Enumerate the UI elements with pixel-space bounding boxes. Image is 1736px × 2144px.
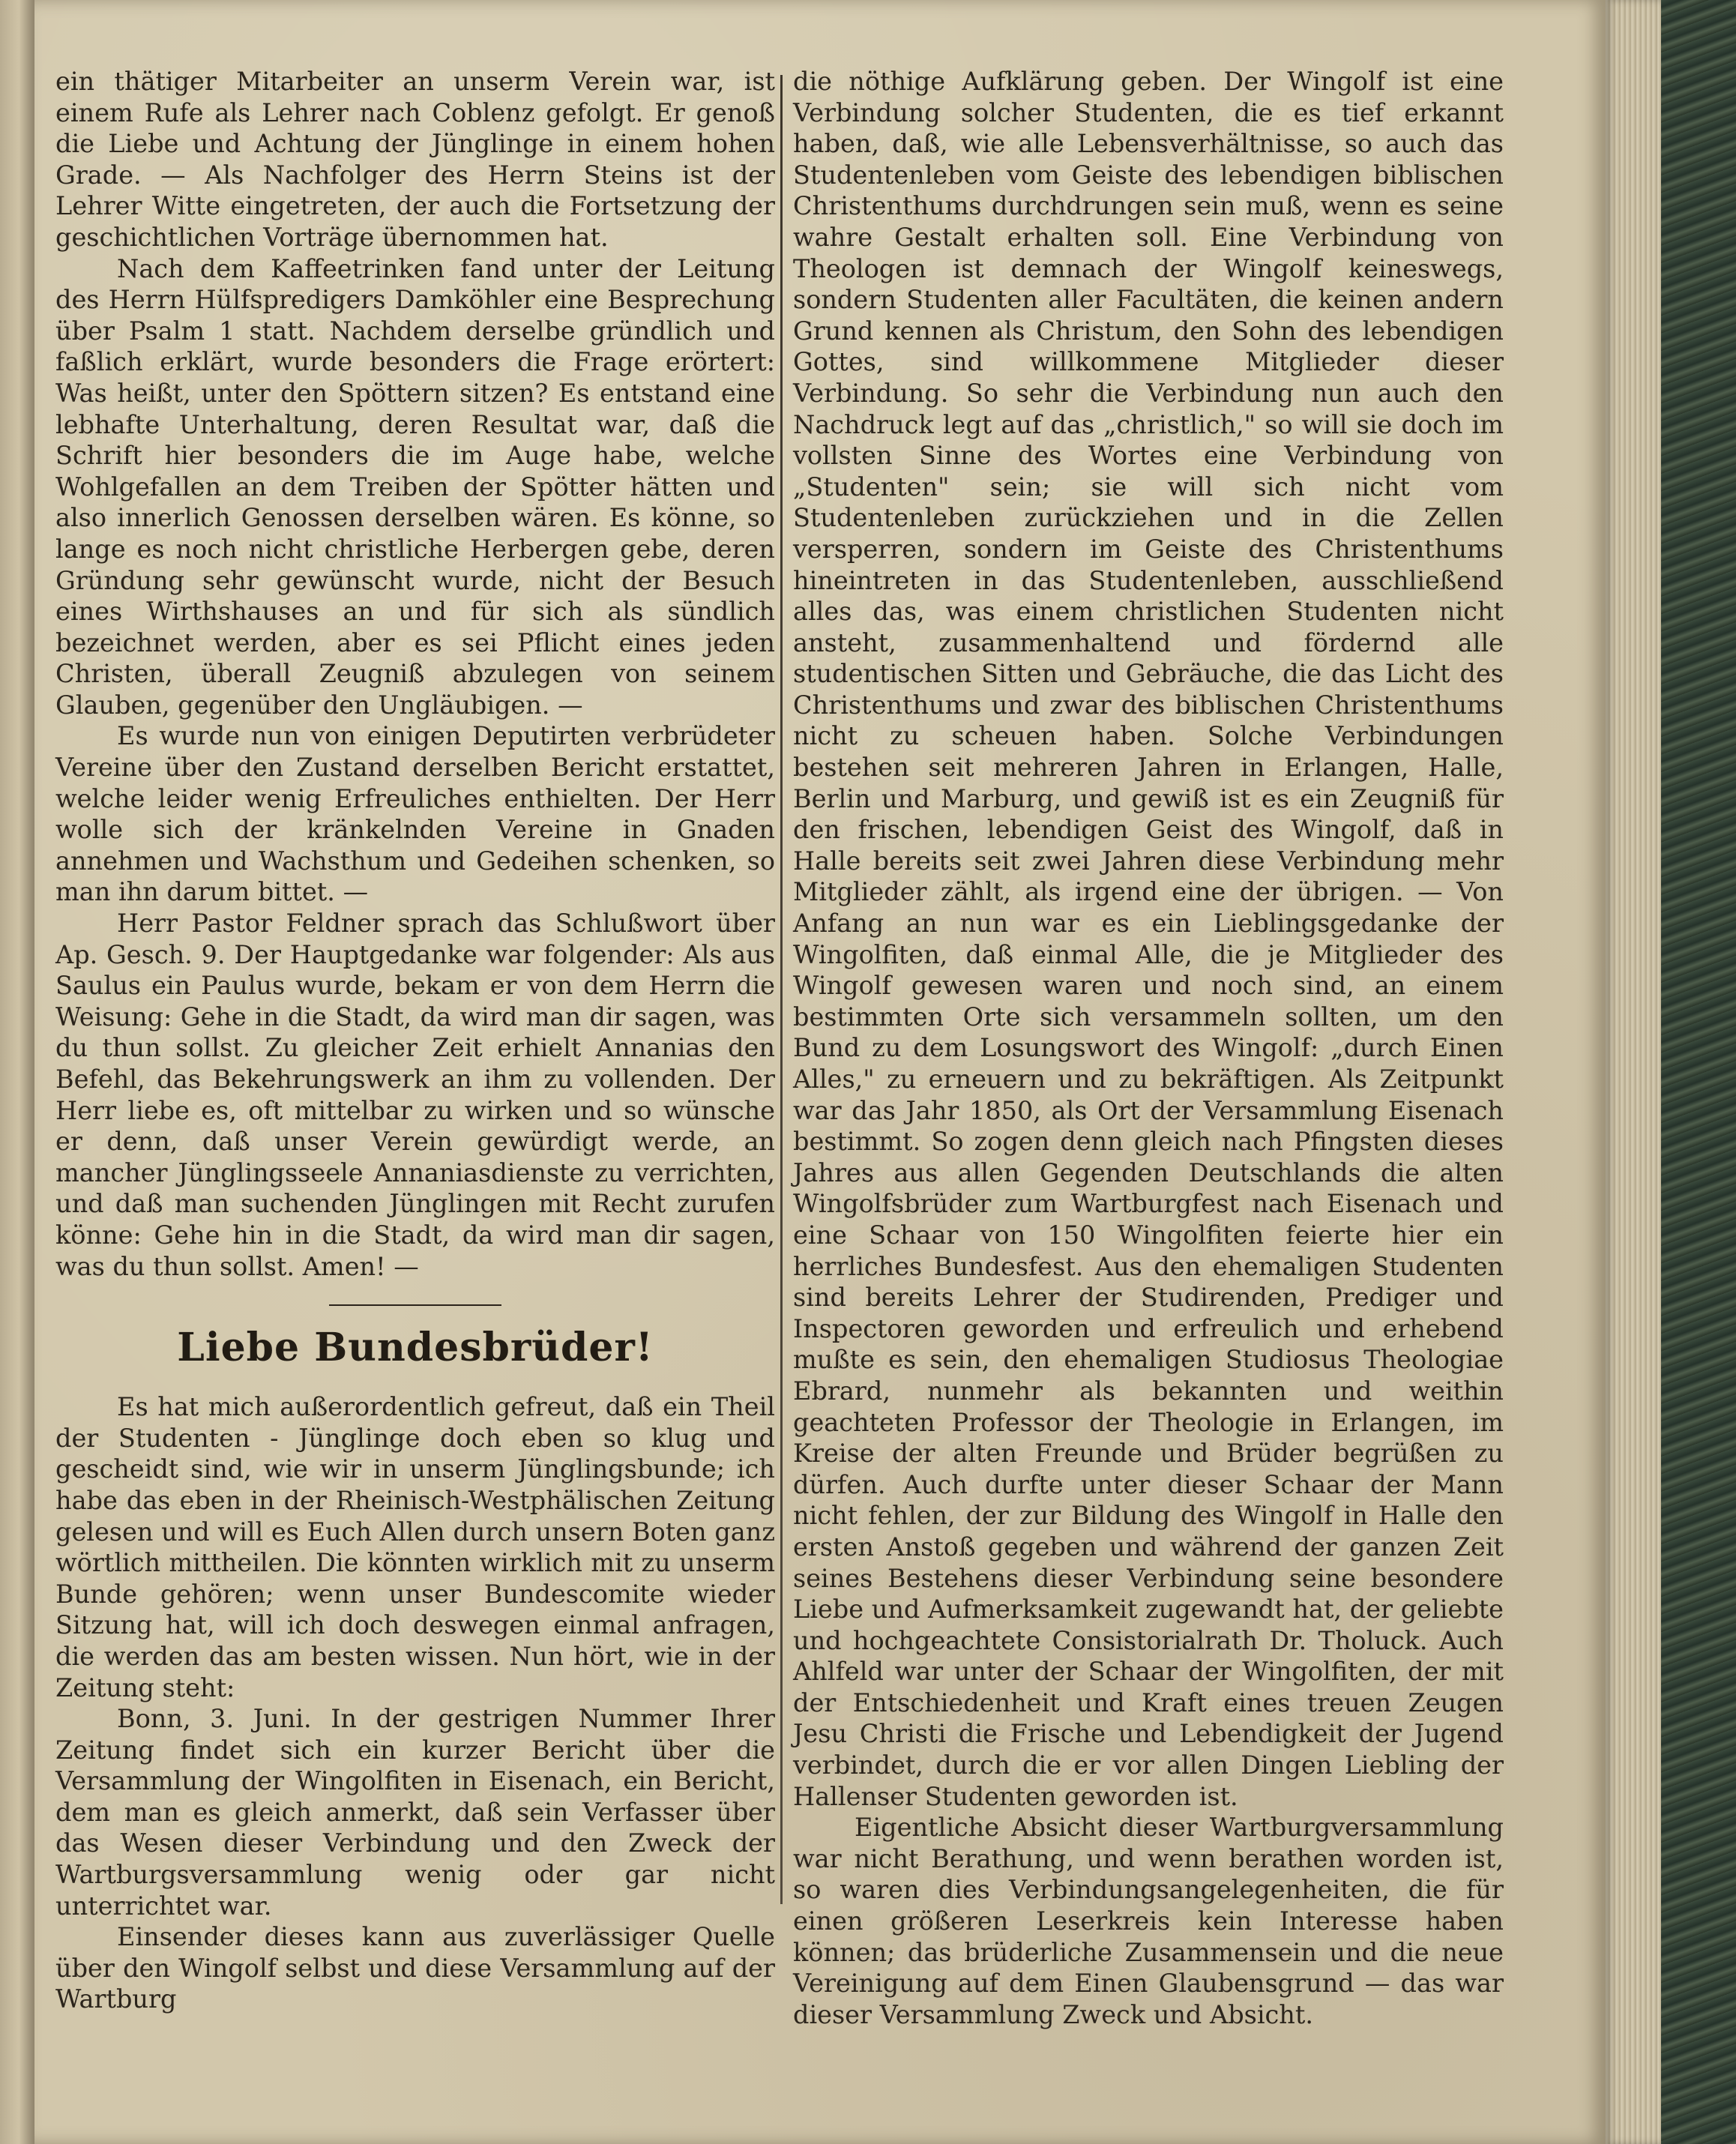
- book-cover-edge: [1661, 0, 1736, 2144]
- column-divider-rule: [780, 75, 783, 1904]
- section-heading: Liebe Bundesbrüder!: [177, 1325, 654, 1371]
- paragraph: die nöthige Aufklärung geben. Der Wingolf ist eine Verbindung solcher Studenten, die es tief erkannt haben, daß, wie alle Lebensverhältnisse, so auch das Studentenleben vom Geiste des lebendigen biblischen Christenthums durchdrungen sein muß, wenn es seine wahre Gestalt erhalten soll. Eine Verbindung von Theologen ist demnach der Wingolf keineswegs, sondern Studenten aller Facultäten, die keinen andern Grund kennen als Christum, den Sohn des lebendigen Gottes, sind willkommene Mitglieder dieser Verbindung. So sehr die Verbindung nun auch den Nachdruck legt auf das „christlich," so will sie doch im vollsten Sinne des Wortes eine Verbindung von „Studenten" sein; sie will sich nicht vom Studentenleben zurückziehen und in die Zellen versperren, sondern im Geiste des Christenthums hineintreten in das Studentenleben, ausschließend alles das, was einem christlichen Studenten nicht ansteht, zusammenhaltend und fördernd alle studentischen Sitten und Gebräuche, die das Licht des Christenthums und zwar des biblischen Christenthums nicht zu scheuen haben. Solche Verbindungen bestehen seit mehreren Jahren in Erlangen, Halle, Berlin und Marburg, und gewiß ist es ein Zeugniß für den frischen, lebendigen Geist des Wingolf, daß in Halle bereits seit zwei Jahren diese Verbindung mehr Mitglieder zählt, als irgend eine der übrigen. — Von Anfang an nun war es ein Lieblingsgedanke der Wingolfiten, daß einmal Alle, die je Mitglieder des Wingolf gewesen waren und noch sind, an einem bestimmten Orte sich versammeln sollten, um den Bund zu dem Losungswort des Wingolf: „durch Einen Alles," zu erneuern und zu bekräftigen. Als Zeitpunkt war das Jahr 1850, als Ort der Versammlung Eisenach bestimmt. So zogen denn gleich nach Pfingsten dieses Jahres aus allen Gegenden Deutschlands die alten Wingolfsbrüder zum Wartburgfest nach Eisenach und eine Schaar von 150 Wingolfiten feierte hier ein herrliches Bundesfest. Aus den ehemaligen Studenten sind bereits Lehrer der Studirenden, Prediger und Inspectoren geworden und erfreulich und erhebend mußte es sein, den ehemaligen Studiosus Theologiae Ebrard, nunmehr als bekannten und weithin geachteten Professor der Theologie in Erlangen, im Kreise der alten Freunde und Brüder begrüßen zu dürfen. Auch durfte unter dieser Schaar der Mann nicht fehlen, der zur Bildung des Wingolf in Halle den ersten Anstoß gegeben und während der ganzen Zeit seines Bestehens dieser Verbindung seine besondere Liebe und Aufmerksamkeit zugewandt hat, der geliebte und hochgeachtete Consistorialrath Dr. Tholuck. Auch Ahlfeld war unter der Schaar der Wingolfiten, der mit der Entschiedenheit und Kraft eines treuen Zeugen Jesu Christi die Frische und Lebendigkeit der Jugend verbindet, durch die er vor allen Dingen Liebling der Hallenser Studenten geworden ist.: [793, 67, 1504, 1811]
- previous-page-edge: [0, 0, 34, 2144]
- paragraph: ein thätiger Mitarbeiter an unserm Verein war, ist einem Rufe als Lehrer nach Coblenz gefolgt. Er genoß die Liebe und Achtung der Jünglinge in einem hohen Grade. — Als Nachfolger des Herrn Steins ist der Lehrer Witte eingetreten, der auch die Fortsetzung der geschichtlichen Vorträge übernommen hat.: [55, 67, 775, 252]
- paragraph: Es hat mich außerordentlich gefreut, daß ein Theil der Studenten - Jünglinge doch eben so klug und gescheidt sind, wie wir in unserm Jünglingsbunde; ich habe das eben in der Rheinisch-Westphälischen Zeitung gelesen und will es Euch Allen durch unsern Boten ganz wörtlich mittheilen. Die könnten wirklich mit zu unserm Bunde gehören; wenn unser Bundescomite wieder Sitzung hat, will ich doch deswegen einmal anfragen, die werden das am besten wissen. Nun hört, wie in der Zeitung steht:: [55, 1392, 775, 1702]
- paragraph: Nach dem Kaffeetrinken fand unter der Leitung des Herrn Hülfspredigers Damköhler eine Besprechung über Psalm 1 statt. Nachdem derselbe gründlich und faßlich erklärt, wurde besonders die Frage erörtert: Was heißt, unter den Spöttern sitzen? Es entstand eine lebhafte Unterhaltung, deren Resultat war, daß die Schrift hier besonders die im Auge habe, welche Wohlgefallen an dem Treiben der Spötter hätten und also innerlich Genossen derselben wären. Es könne, so lange es noch nicht christliche Herbergen gebe, deren Gründung sehr gewünscht wurde, nicht der Besuch eines Wirthshauses an und für sich als sündlich bezeichnet werden, aber es sei Pflicht eines jeden Christen, überall Zeugniß abzulegen von seinem Glauben, gegenüber den Ungläubigen. —: [55, 253, 775, 720]
- paragraph: Eigentliche Absicht dieser Wartburgversammlung war nicht Berathung, und wenn berathen worden ist, so waren dies Verbindungsangelegenheiten, die für einen größeren Leserkreis kein Interesse haben können; das brüderliche Zusammensein und die neue Vereinigung auf dem Einen Glaubensgrund — das war dieser Versammlung Zweck und Absicht.: [793, 1813, 1504, 2029]
- right-text-column: [793, 66, 1504, 2030]
- left-text-column: [55, 66, 775, 2015]
- paragraph: Es wurde nun von einigen Deputirten verbrüdeter Vereine über den Zustand derselben Bericht erstattet, welche leider wenig Erfreuliches enthielten. Der Herr wolle sich der kränkelnden Vereine in Gnaden annehmen und Wachsthum und Gedeihen schenken, so man ihn darum bittet. —: [55, 721, 775, 907]
- paragraph: Bonn, 3. Juni. In der gestrigen Nummer Ihrer Zeitung findet sich ein kurzer Bericht über die Versammlung der Wingolfiten in Eisenach, ein Bericht, dem man es gleich anmerkt, daß sein Verfasser über das Wesen dieser Verbindung und den Zweck der Wartburgsversammlung wenig oder gar nicht unterrichtet war.: [55, 1704, 775, 1921]
- stacked-page-edges: [1606, 0, 1661, 2144]
- section-separator-rule: [329, 1304, 501, 1306]
- paragraph: Einsender dieses kann aus zuverlässiger Quelle über den Wingolf selbst und diese Versammlung auf der Wartburg: [55, 1922, 775, 2014]
- paragraph: Herr Pastor Feldner sprach das Schlußwort über Ap. Gesch. 9. Der Hauptgedanke war folgender: Als aus Saulus ein Paulus wurde, bekam er von dem Herrn die Weisung: Gehe in die Stadt, da wird man dir sagen, was du thun sollst. Zu gleicher Zeit erhielt Annanias den Befehl, das Bekehrungswerk an ihm zu vollenden. Der Herr liebe es, oft mittelbar zu wirken und so wünsche er denn, daß unser Verein gewürdigt werde, an mancher Jünglingsseele Annaniasdienste zu verrichten, und daß man suchenden Jünglingen mit Recht zurufen könne: Gehe hin in die Stadt, da wird man dir sagen, was du thun sollst. Amen! —: [55, 909, 775, 1281]
